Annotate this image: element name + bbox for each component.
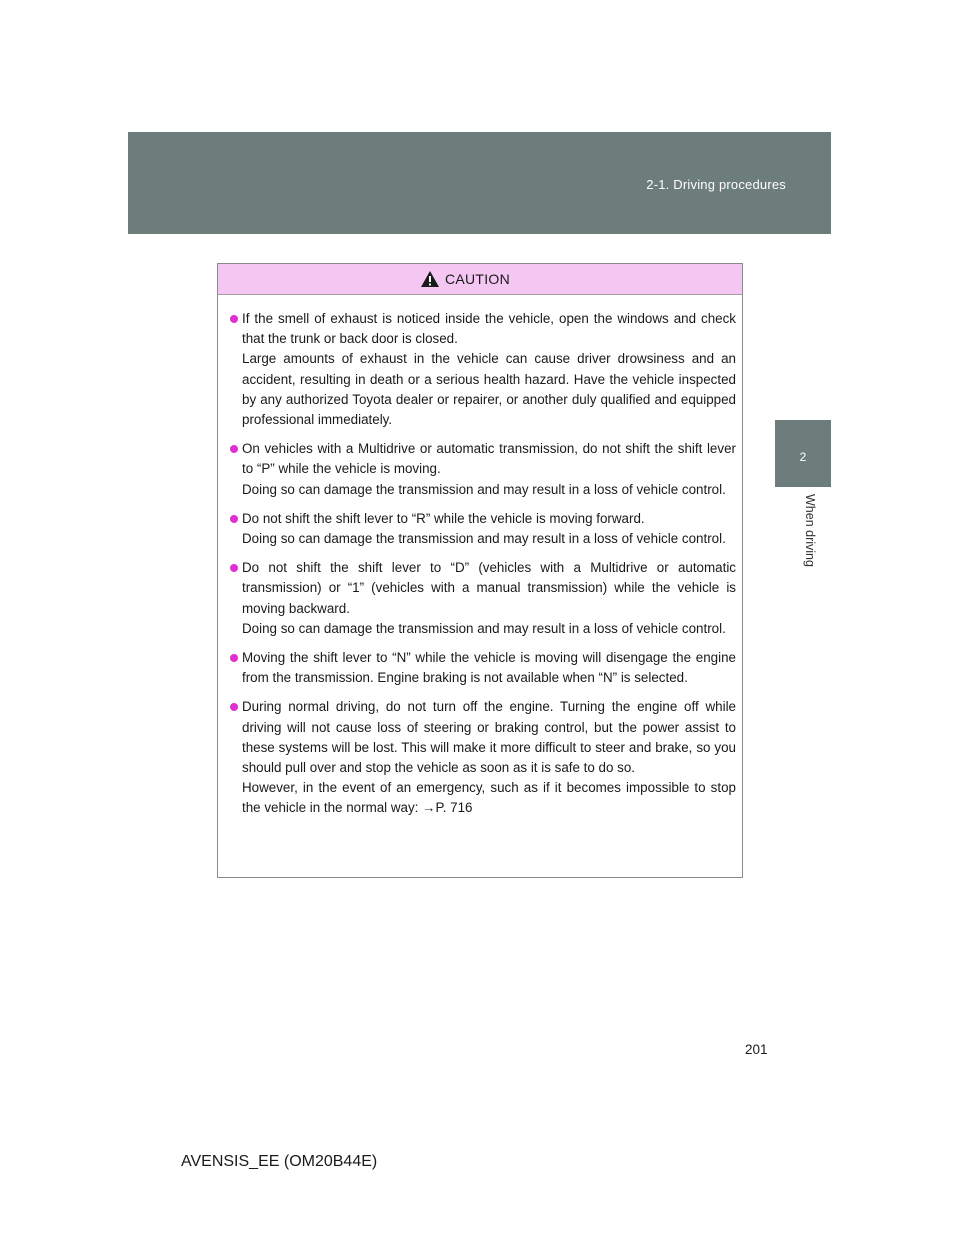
caution-paragraph: Do not shift the shift lever to “R” while the vehicle is moving forward. <box>242 510 645 526</box>
caution-list <box>218 295 742 819</box>
warning-triangle-icon <box>420 270 440 288</box>
caution-paragraph: On vehicles with a Multidrive or automatic transmission, do not shift the shift lever to “P” while the vehicle is moving. <box>242 441 736 477</box>
bullet-icon <box>230 315 238 323</box>
header-band <box>128 132 831 234</box>
bullet-icon <box>230 654 238 662</box>
caution-item <box>230 558 736 639</box>
caution-paragraph: Doing so can damage the transmission and may result in a loss of vehicle control. <box>242 531 726 547</box>
caution-item <box>230 648 736 688</box>
caution-paragraph: Doing so can damage the transmission and may result in a loss of vehicle control. <box>242 620 726 636</box>
caution-header <box>218 264 742 295</box>
caution-paragraph: Large amounts of exhaust in the vehicle can cause driver drowsiness and an accident, resulting in death or a serious health hazard. Have the vehicle inspected by any authorized Toyota dealer or repairer, or another duly qualified and equipped professional immediately. <box>242 351 736 428</box>
caution-item <box>230 697 736 818</box>
caution-paragraph: During normal driving, do not turn off the engine. Turning the engine off while driving will not cause loss of steering or braking control, but the power assist to these systems will be lost. This will make it more difficult to steer and brake, so you should pull over and stop the vehicle as soon as it is safe to do so. <box>242 699 736 776</box>
bullet-icon <box>230 515 238 523</box>
caution-paragraph: Do not shift the shift lever to “D” (vehicles with a Multidrive or automatic transmission) or “1” (vehicles with a manual transmission) while the vehicle is moving backward. <box>242 560 736 616</box>
chapter-label: When driving <box>803 494 817 567</box>
chapter-tab <box>775 420 831 487</box>
caution-title: CAUTION <box>444 271 511 287</box>
caution-box <box>217 263 743 878</box>
bullet-icon <box>230 445 238 453</box>
caution-item <box>230 509 736 549</box>
caution-item <box>230 309 736 430</box>
caution-item <box>230 439 736 500</box>
section-title: 2-1. Driving procedures <box>646 177 786 192</box>
caution-paragraph: Doing so can damage the transmission and may result in a loss of vehicle control. <box>242 481 726 497</box>
caution-paragraph: If the smell of exhaust is noticed inside the vehicle, open the windows and check that the trunk or back door is closed. <box>242 311 736 347</box>
bullet-icon <box>230 703 238 711</box>
page-number: 201 <box>745 1042 768 1057</box>
bullet-icon <box>230 564 238 572</box>
chapter-number: 2 <box>799 450 807 464</box>
caution-paragraph: Moving the shift lever to “N” while the vehicle is moving will disengage the engine from the transmission. Engine braking is not available when “N” is selected. <box>242 650 736 686</box>
caution-paragraph: However, in the event of an emergency, such as if it becomes impossible to stop the vehicle in the normal way: →P. 716 <box>242 780 736 816</box>
document-code: AVENSIS_EE (OM20B44E) <box>181 1153 378 1170</box>
